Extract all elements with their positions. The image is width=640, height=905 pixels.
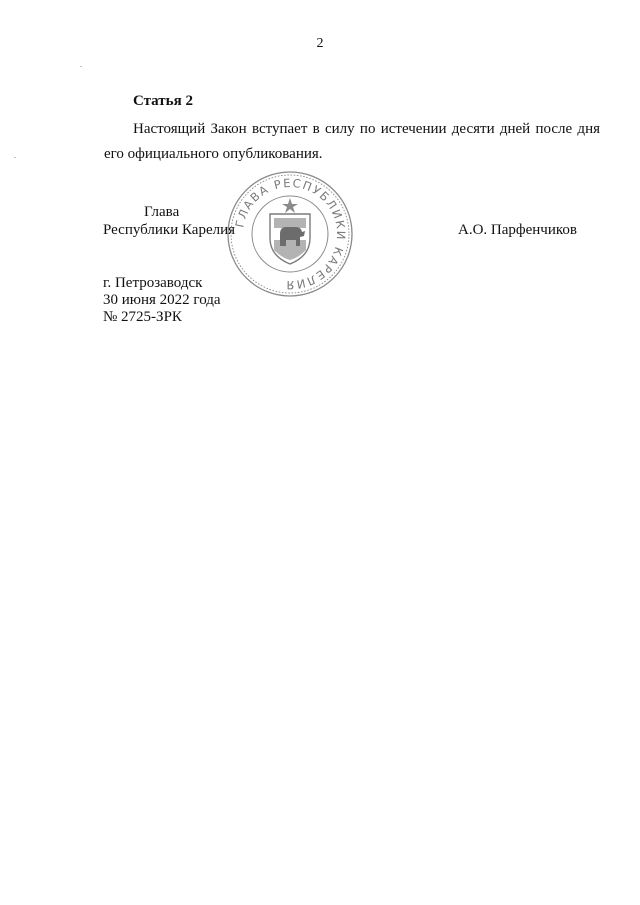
scan-speck	[80, 66, 82, 67]
page-number: 2	[316, 36, 324, 51]
signatory-post-line-1: Глава	[144, 204, 180, 220]
article-text-line-1: Настоящий Закон вступает в силу по истечении десяти дней после дня	[133, 121, 600, 137]
article-text	[104, 117, 600, 167]
signing-place: г. Петрозаводск	[103, 275, 203, 291]
coat-of-arms-icon	[270, 198, 310, 264]
signatory-name: А.О. Парфенчиков	[458, 222, 577, 238]
scan-speck	[14, 157, 16, 158]
article-title: Статья 2	[133, 93, 193, 109]
signatory-post-line-2: Республики Карелия	[103, 222, 236, 238]
seal-ring-text: ГЛАВА РЕСПУБЛИКИ КАРЕЛИЯ	[232, 175, 349, 293]
official-seal-stamp	[226, 170, 354, 298]
signing-date: 30 июня 2022 года	[103, 292, 221, 308]
law-number: № 2725-ЗРК	[103, 309, 182, 325]
article-text-line-2: его официального опубликования.	[104, 146, 323, 162]
